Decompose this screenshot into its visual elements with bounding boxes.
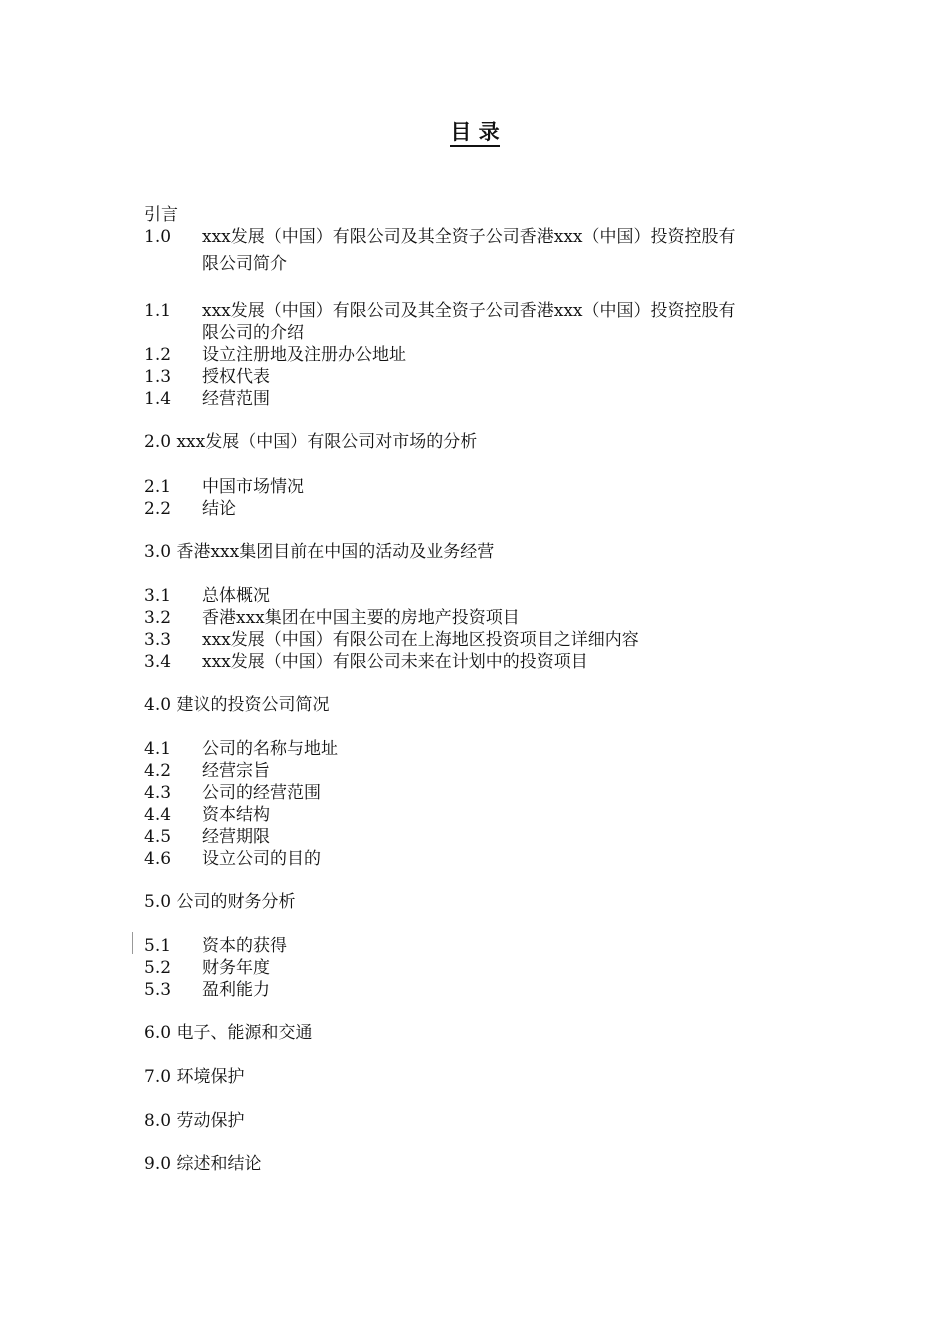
- toc-entry-text: 香港xxx集团在中国主要的房地产投资项目: [202, 608, 520, 628]
- toc-entry-text: xxx发展（中国）有限公司未来在计划中的投资项目: [202, 652, 588, 672]
- toc-entry-text: 财务年度: [202, 958, 270, 978]
- toc-entry-text: 资本结构: [202, 805, 270, 825]
- toc-entry-4-3[interactable]: [144, 782, 321, 804]
- text-cursor-mark: [132, 932, 133, 954]
- toc-entry-1-3[interactable]: [144, 366, 270, 388]
- toc-entry-number: 3.4: [144, 652, 172, 672]
- toc-entry-number: 3.1: [144, 586, 172, 606]
- toc-entry-4-0[interactable]: [144, 694, 329, 716]
- toc-entry-text: 5.0 公司的财务分析: [144, 892, 296, 912]
- toc-entry-text-continued: 限公司的介绍: [202, 323, 304, 343]
- toc-entry-4-4[interactable]: [144, 804, 270, 826]
- toc-entry-number: 2.1: [144, 477, 172, 497]
- toc-entry-4-6[interactable]: [144, 848, 321, 870]
- toc-entry-text: 公司的名称与地址: [202, 739, 338, 759]
- toc-entry-text: 设立公司的目的: [202, 849, 321, 869]
- toc-entry-text: xxx发展（中国）有限公司在上海地区投资项目之详细内容: [202, 630, 639, 650]
- toc-entry-4-2[interactable]: [144, 760, 270, 782]
- toc-entry-number: 3.3: [144, 630, 172, 650]
- toc-entry-text: 6.0 电子、能源和交通: [144, 1023, 313, 1043]
- toc-entry-1-4[interactable]: [144, 388, 270, 410]
- toc-entry-1-0[interactable]: [144, 226, 736, 248]
- toc-entry-number: 4.1: [144, 739, 172, 759]
- toc-entry-3-3[interactable]: [144, 629, 639, 651]
- toc-entry-text: 7.0 环境保护: [144, 1067, 245, 1087]
- toc-entry-2-1[interactable]: [144, 476, 304, 498]
- toc-entry-text: 经营范围: [202, 389, 270, 409]
- toc-entry-8-0[interactable]: [144, 1110, 244, 1132]
- toc-entry-text-continued: 限公司简介: [202, 254, 287, 274]
- toc-entry-number: 4.5: [144, 827, 172, 847]
- toc-entry-text: 2.0 xxx发展（中国）有限公司对市场的分析: [144, 432, 478, 452]
- page-title-text: 目 录: [450, 119, 499, 147]
- toc-entry-number: 1.0: [144, 227, 172, 247]
- toc-entry-text: 经营宗旨: [202, 761, 270, 781]
- toc-entry-number: 1.1: [144, 301, 172, 321]
- toc-entry-1-1-continuation[interactable]: [202, 322, 304, 344]
- toc-entry-5-1[interactable]: [144, 935, 287, 957]
- toc-entry-5-3[interactable]: [144, 979, 270, 1001]
- toc-entry-9-0[interactable]: [144, 1153, 261, 1175]
- toc-entry-number: 4.4: [144, 805, 172, 825]
- toc-entry-4-5[interactable]: [144, 826, 270, 848]
- toc-entry-7-0[interactable]: [144, 1066, 244, 1088]
- toc-entry-text: 9.0 综述和结论: [144, 1154, 262, 1174]
- toc-entry-text: 盈利能力: [202, 980, 270, 1000]
- toc-entry-number: 5.2: [144, 958, 172, 978]
- toc-entry-number: 5.3: [144, 980, 172, 1000]
- toc-entry-intro[interactable]: [144, 204, 178, 226]
- toc-entry-text: 3.0 香港xxx集团目前在中国的活动及业务经营: [144, 542, 495, 562]
- toc-entry-2-0[interactable]: [144, 431, 477, 453]
- toc-entry-number: 1.4: [144, 389, 172, 409]
- toc-entry-text: 结论: [202, 499, 236, 519]
- toc-entry-number: 3.2: [144, 608, 172, 628]
- toc-entry-text: 公司的经营范围: [202, 783, 321, 803]
- toc-entry-text: xxx发展（中国）有限公司及其全资子公司香港xxx（中国）投资控股有: [202, 227, 736, 247]
- toc-entry-number: 4.6: [144, 849, 172, 869]
- toc-entry-6-0[interactable]: [144, 1022, 312, 1044]
- toc-entry-number: 4.3: [144, 783, 172, 803]
- toc-entry-2-2[interactable]: [144, 498, 236, 520]
- toc-entry-number: 1.2: [144, 345, 172, 365]
- toc-entry-1-1[interactable]: [144, 300, 736, 322]
- toc-entry-text: 经营期限: [202, 827, 270, 847]
- toc-entry-text: 资本的获得: [202, 936, 287, 956]
- toc-entry-text: 引言: [144, 205, 178, 225]
- toc-entry-5-0[interactable]: [144, 891, 295, 913]
- toc-entry-text: 授权代表: [202, 367, 270, 387]
- toc-entry-number: 5.1: [144, 936, 172, 956]
- toc-entry-1-0-continuation[interactable]: [202, 253, 287, 275]
- toc-entry-number: 1.3: [144, 367, 172, 387]
- toc-entry-3-1[interactable]: [144, 585, 270, 607]
- toc-entry-text: 中国市场情况: [202, 477, 304, 497]
- toc-entry-number: 4.2: [144, 761, 172, 781]
- toc-entry-text: 4.0 建议的投资公司简况: [144, 695, 330, 715]
- toc-entry-5-2[interactable]: [144, 957, 270, 979]
- toc-entry-1-2[interactable]: [144, 344, 406, 366]
- toc-entry-3-2[interactable]: [144, 607, 520, 629]
- page-title: [0, 116, 950, 146]
- toc-entry-3-0[interactable]: [144, 541, 494, 563]
- toc-entry-text: xxx发展（中国）有限公司及其全资子公司香港xxx（中国）投资控股有: [202, 301, 736, 321]
- toc-entry-text: 8.0 劳动保护: [144, 1111, 245, 1131]
- toc-entry-text: 总体概况: [202, 586, 270, 606]
- toc-entry-4-1[interactable]: [144, 738, 338, 760]
- toc-entry-number: 2.2: [144, 499, 172, 519]
- toc-entry-text: 设立注册地及注册办公地址: [202, 345, 406, 365]
- toc-entry-3-4[interactable]: [144, 651, 588, 673]
